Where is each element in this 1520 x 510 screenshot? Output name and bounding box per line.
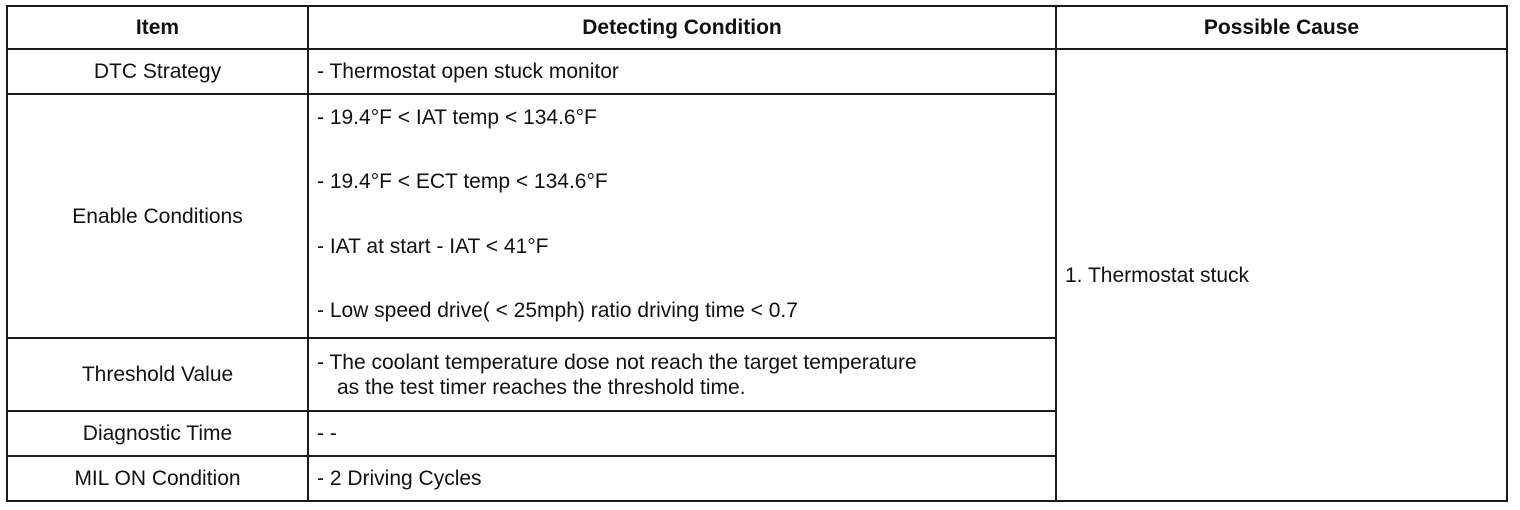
table-row-dtc-strategy: [7, 49, 1507, 94]
item-mil-on-condition: MIL ON Condition: [7, 456, 308, 501]
header-possible-cause: Possible Cause: [1056, 6, 1507, 49]
condition-threshold-value: [308, 338, 1056, 411]
possible-cause-text: 1. Thermostat stuck: [1065, 263, 1250, 287]
header-detecting-condition: Detecting Condition: [308, 6, 1056, 49]
threshold-line-1: - The coolant temperature dose not reach the target temperature: [317, 350, 917, 374]
enable-condition-low-speed: - Low speed drive( < 25mph) ratio driving time < 0.7: [317, 298, 798, 322]
item-enable-conditions: Enable Conditions: [7, 94, 308, 338]
table-header-row: [7, 6, 1507, 49]
enable-condition-iat: - 19.4°F < IAT temp < 134.6°F: [317, 106, 597, 129]
dtc-table: [6, 5, 1508, 502]
item-threshold-value: Threshold Value: [7, 338, 308, 411]
condition-diagnostic-time: - -: [308, 411, 1056, 456]
item-dtc-strategy: DTC Strategy: [7, 49, 308, 94]
threshold-line-2: as the test timer reaches the threshold time.: [337, 375, 746, 399]
enable-conditions-list: [317, 103, 1047, 329]
enable-condition-iat-start: - IAT at start - IAT < 41°F: [317, 234, 549, 258]
dtc-table-container: [6, 5, 1506, 503]
condition-dtc-strategy: - Thermostat open stuck monitor: [308, 49, 1056, 94]
enable-condition-ect: - 19.4°F < ECT temp < 134.6°F: [317, 170, 608, 194]
condition-mil-on-condition: - 2 Driving Cycles: [308, 456, 1056, 501]
possible-cause-cell: [1056, 49, 1507, 501]
header-item: Item: [7, 6, 308, 49]
condition-enable-conditions: [308, 94, 1056, 338]
item-diagnostic-time: Diagnostic Time: [7, 411, 308, 456]
